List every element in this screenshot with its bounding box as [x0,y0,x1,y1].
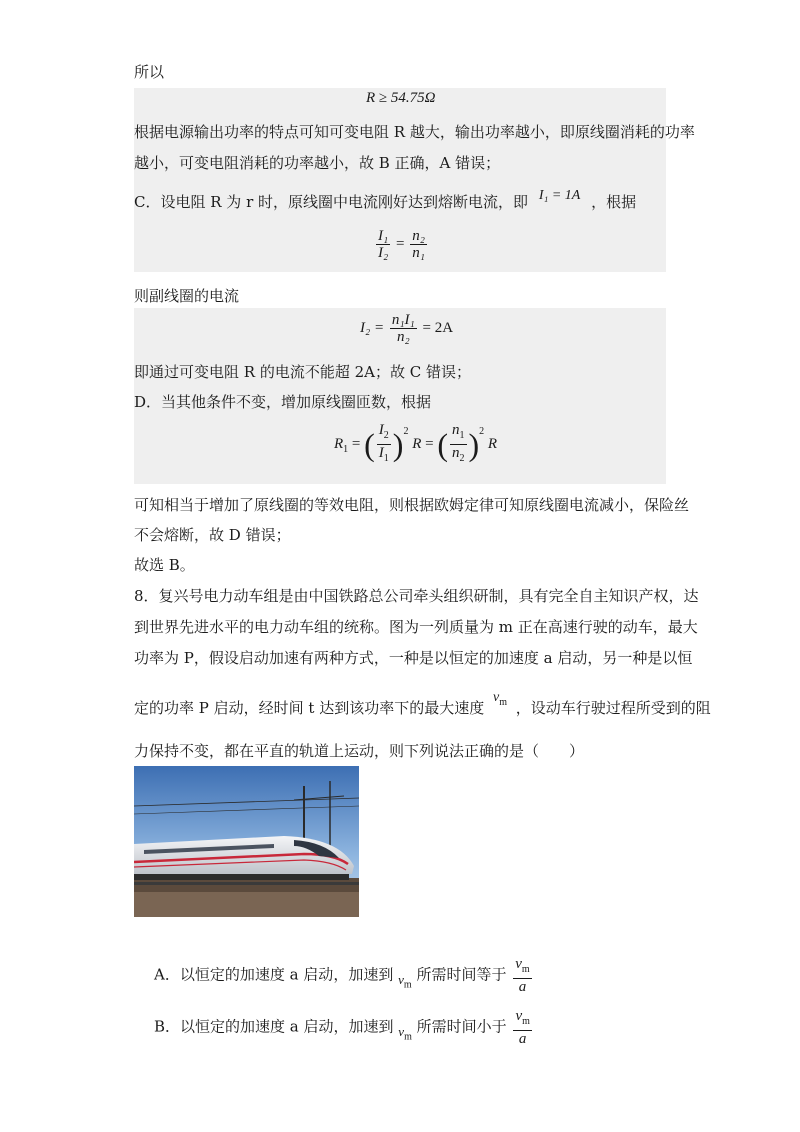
numerator: n₂ [412,228,425,244]
question-8-line: 功率为 P，假设启动加速有两种方式，一种是以恒定的加速度 a 启动，另一种是以恒 [134,649,693,667]
option-text: 所需时间小于 [416,1017,507,1036]
numerator [513,956,531,979]
denominator: I₂ [378,245,389,261]
text-span: C．设电阻 R 为 r 时，原线圈中电流刚好达到熔断电流，即 [134,193,529,211]
denominator: a [518,1031,527,1047]
fraction [376,228,390,261]
subscript: m [521,964,530,975]
denominator: n₂ [396,329,410,345]
train-photo [134,766,359,917]
text-span: 定的功率 P 启动，经时间 t 达到该功率下的最大速度 [134,699,485,717]
text-line: 即通过可变电阻 R 的电流不能超 2A；故 C 错误； [134,363,471,381]
option-text: B．以恒定的加速度 a 启动，加速到 [154,1017,394,1036]
fraction [513,956,531,995]
numerator: I₁ [378,228,389,244]
text-span: ，设动车行驶过程所受到的阻 [515,699,711,717]
numerator: n₁I₁ [391,312,415,328]
fraction-equation: $\frac{\text{I₁}}{\text{I₂}}$ = $\frac{\text{n₂}}{\text{n₁}}$ [378,228,425,261]
option-text: A．以恒定的加速度 a 启动，加速到 [154,965,394,984]
v-symbol: v [398,971,404,987]
question-8-line: 到世界先进水平的电力动车组的统称。图为一列质量为 m 正在高速行驶的动车，最大 [134,618,698,636]
denominator: a [518,979,527,995]
denominator: n₁ [412,245,425,261]
fraction-equation [360,312,453,345]
text-line: 可知相当于增加了原线圈的等效电阻，则根据欧姆定律可知原线圈电流减小，保险丝 [134,496,690,514]
text-line: 则副线圈的电流 [134,287,240,305]
question-8-line: 8．复兴号电力动车组是由中国铁路总公司牵头组织研制，具有完全自主知识产权，达 [134,587,699,605]
text-line: 根据电源输出功率的特点可知可变电阻 R 越大，输出功率越小，即原线圈消耗的功率 [134,123,695,141]
option-text: 所需时间等于 [416,965,507,984]
vm-symbol [492,690,507,708]
text-line: 所以 [134,63,165,81]
equation-block [134,88,666,112]
subscript: m [499,696,507,708]
equation: R ≥ 54.75Ω [366,90,436,106]
equation-rhs: = 2A [422,319,454,336]
equation-r1: $R_1$ = ( $\frac{I_2}{I_1}$ )$^2$ R = ( $\frac{n_1}{n_2}$ )$^2$ R [334,422,498,464]
text-line: 越小，可变电阻消耗的功率越小，故 B 正确，A 错误； [134,154,501,172]
option-a [154,956,534,995]
vm-symbol [398,971,412,991]
v-symbol: v [515,1008,523,1024]
text-line: D．当其他条件不变，增加原线圈匝数，根据 [134,393,432,411]
fraction [410,228,427,261]
v-symbol: v [492,690,500,705]
question-8-line [134,690,711,725]
fraction [390,312,417,345]
text-line: 不会熔断，故 D 错误； [134,526,291,544]
question-8-line: 力保持不变，都在平直的轨道上运动，则下列说法正确的是（ ） [134,742,585,760]
v-symbol: v [398,1023,405,1039]
fraction [513,1008,531,1047]
option-b [154,1008,534,1047]
text-line [134,188,637,214]
subscript: m [404,1031,412,1043]
text-span: ，根据 [591,193,637,211]
numerator [513,1008,531,1031]
subscript: m [522,1016,530,1027]
v-symbol: v [515,956,522,972]
inline-equation: I₁ = 1A [538,188,581,203]
subscript: m [403,979,412,991]
text-line: 故选 B。 [134,556,195,574]
vm-symbol [398,1023,412,1043]
equation-lhs: I₂ = [360,319,385,336]
